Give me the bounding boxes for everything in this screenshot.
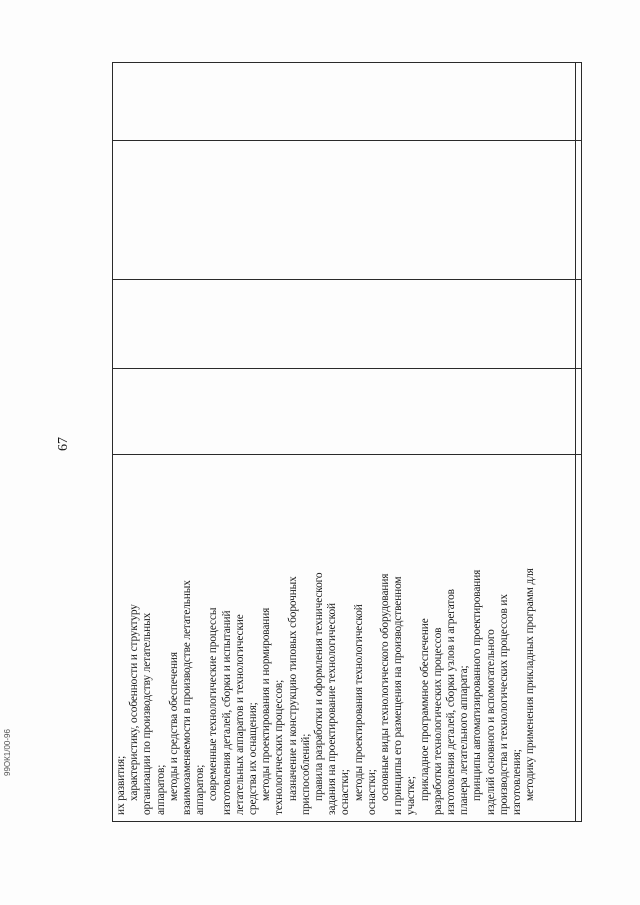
competence-description-cell bbox=[115, 460, 538, 815]
text-line: методы проектирования и нормирования bbox=[260, 607, 273, 801]
row-divider bbox=[575, 63, 576, 821]
text-line: характеристику, особенности и структуру bbox=[128, 604, 141, 801]
text-line: изделий основного и вспомогательного bbox=[484, 629, 497, 815]
content-table bbox=[112, 62, 582, 822]
column-divider bbox=[113, 368, 581, 369]
text-line: участке; bbox=[405, 776, 418, 815]
text-line: аппаратов; bbox=[154, 764, 167, 815]
text-line: аппаратов; bbox=[194, 764, 207, 815]
text-line: принципы автоматизированного проектирования bbox=[471, 569, 484, 801]
column-divider bbox=[113, 140, 581, 141]
text-line: основные виды технологического оборудования bbox=[379, 573, 392, 801]
rotated-table-area bbox=[112, 62, 582, 822]
text-line: оснастки; bbox=[339, 769, 352, 815]
text-line: и принципы его размещения на производственном bbox=[392, 576, 405, 815]
column-divider bbox=[113, 454, 581, 455]
column-divider bbox=[113, 279, 581, 280]
text-line: прикладное программное обеспечение bbox=[418, 618, 431, 801]
text-line: взаимозаменяемости в производстве летательных bbox=[181, 580, 194, 815]
footer-code: 99ОК1/00-96 bbox=[3, 729, 12, 776]
page-number: 67 bbox=[56, 437, 71, 451]
text-line: назначение и конструкцию типовых сборочных bbox=[286, 576, 299, 801]
text-line: организации по производству летательных bbox=[141, 612, 154, 815]
text-line: оснастки; bbox=[365, 769, 378, 815]
text-line: производства и технологических процессов их bbox=[497, 594, 510, 815]
text-line: изготовления; bbox=[511, 749, 524, 815]
text-line: современные технологические процессы bbox=[207, 607, 220, 801]
text-line: их развития; bbox=[115, 755, 127, 815]
text-line: разработки технологических процессов bbox=[431, 627, 444, 815]
text-line: приспособлений; bbox=[299, 733, 312, 815]
text-line: средства их оснащения; bbox=[247, 702, 260, 815]
text-line: технологических процессов; bbox=[273, 679, 286, 815]
text-line: методы и средства обеспечения bbox=[167, 652, 180, 801]
text-line: задания на проектирование технологической bbox=[326, 603, 339, 815]
text-line: изготовления деталей, сборки и испытаний bbox=[220, 610, 233, 815]
text-line: методику применения прикладных программ для bbox=[524, 568, 537, 801]
text-line: правила разработки и оформления технического bbox=[313, 572, 326, 801]
text-line: планера летательного аппарата; bbox=[458, 665, 471, 815]
text-line: методы проектирования технологической bbox=[352, 604, 365, 801]
text-line: изготовления деталей, сборки узлов и агрегатов bbox=[445, 589, 458, 815]
text-line: летательных аппаратов и технологические bbox=[233, 614, 246, 815]
